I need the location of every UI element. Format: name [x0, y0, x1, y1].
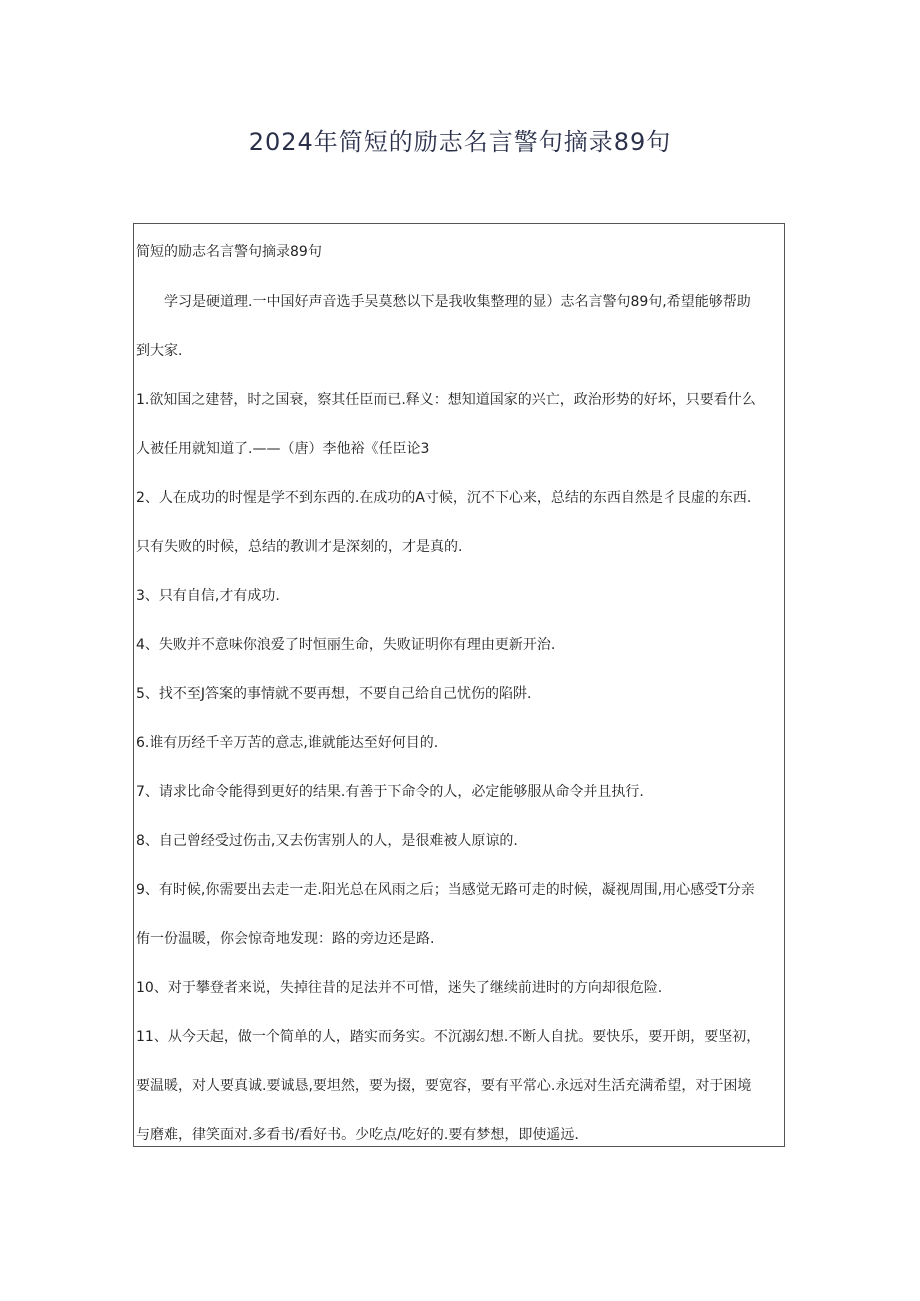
quote-2-line-2: 只有失败的时候，总结的教训才是深刻的，才是真的. — [136, 539, 463, 555]
quote-4: 4、失败并不意味你浪爱了时恒丽生命，失败证明你有理由更新开治. — [136, 637, 556, 653]
quote-9-line-1: 9、有时候,你需要出去走一走.阳光总在风雨之后；当感觉无路可走的时候，凝视周围,用心感受T分亲 — [136, 882, 755, 898]
quote-2-line-1: 2、人在成功的时惺是学不到东西的.在成功的A寸候，沉不下心来，总结的东西自然是彳艮虚的东西. — [136, 490, 752, 506]
intro-paragraph-line-1: 学习是硬道理.一中国好声音选手吴莫愁以下是我收集整理的显）志名言警句89句,希望能够帮助 — [164, 294, 751, 310]
quote-3: 3、只有自信,才有成功. — [136, 588, 280, 604]
intro-paragraph-line-2: 到大家. — [136, 343, 183, 359]
quote-5: 5、找不至J答案的事情就不要再想，不要自己给自己忧伤的陷阱. — [136, 686, 532, 702]
quote-11-line-1: 11、从今天起，做一个简单的人，踏实而务实。不沉溺幻想.不断人自扰。要快乐，要开朗，要坚初， — [136, 1029, 761, 1045]
quote-11-line-2: 要温暖，对人要真诚.要诚恳,要坦然，要为掇，要宽容，要有平常心.永远对生活充满希望，对于困境 — [136, 1078, 752, 1094]
document-title: 2024年简短的励志名言警句摘录89句 — [248, 128, 672, 156]
quote-10: 10、对于攀登者来说，失掉往昔的足法并不可惜，迷失了继续前进时的方向却很危险. — [136, 980, 663, 996]
quote-11-line-3: 与磨难，律笑面对.多看书/看好书。少吃点/吃好的.要有梦想，即使遥远. — [136, 1127, 579, 1143]
quote-8: 8、自己曾经受过伤击,又去伤害别人的人，是很难被人原谅的. — [136, 833, 518, 849]
content-body — [136, 242, 781, 1145]
quote-7: 7、请求比命令能得到更好的结果.有善于下命令的人，必定能够服从命令并且执行. — [136, 784, 644, 800]
quote-1-line-2: 人被任用就知道了.——（唐）李他裕《任臣论3 — [136, 441, 430, 457]
content-box — [133, 223, 785, 1147]
quote-1-line-1: 1.欲知国之建替，时之国衰，察其任臣而已.释义：想知道国家的兴亡，政治形势的好坏，只要看什么 — [136, 392, 756, 408]
section-heading: 简短的励志名言警句摘录89句 — [136, 244, 322, 260]
quote-9-line-2: 侑一份温暖，你会惊奇地发现：路的旁边还是路. — [136, 931, 435, 947]
quote-6: 6.谁有历经千辛万苦的意志,谁就能达至好何目的. — [136, 735, 439, 751]
